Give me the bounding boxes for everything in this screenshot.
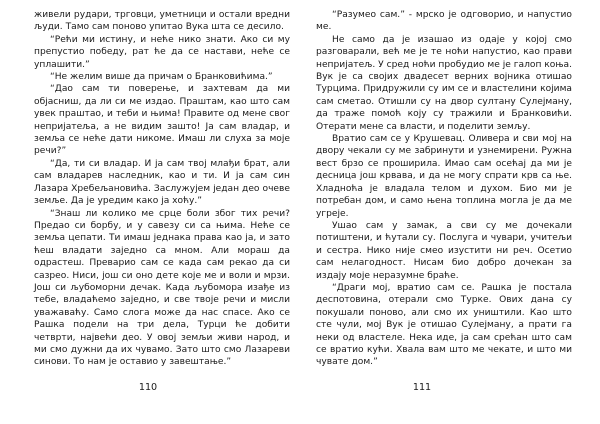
paragraph: “Знаш ли колико ме срце боли због тих речи? Предао си борбу, и у савезу си са њима. Неће се земља цепати. Ти имаш једнака права као ја, и зато ћеш владати заједно са мном. Али мораш да одрастеш. Преварио сам се када сам рекао да си сазрео. Ниси, још си оно дете које ме и воли и мрзи. Још си љубоморни дечак. Када љубомора изађе из тебе, владаћемо заједно, и све твоје речи и мисли уважаваћу. Само слога може да нас спасе. Ако се Рашка подели на три дела, Турци ће добити четврти, највећи део. У овој земљи живи народ, и ми смо дужни да их чувамо. Зато што смо Лазареви синови. То нам је оставио у завештање.” bbox=[34, 208, 290, 368]
page-number-right: 111 bbox=[412, 382, 432, 393]
left-page-text bbox=[34, 9, 290, 369]
paragraph: Ушао сам у замак, а сви су ме дочекали потиштени, и ћутали су. Послуга и чувари, учитељи и сестра. Нико није смео изустити ни реч. Осетио сам нелагодност. Нисам био добро дочекан за издају моје неразумне браће. bbox=[316, 220, 572, 281]
paragraph: “Не желим више да причам о Бранковићима.” bbox=[50, 72, 273, 83]
paragraph: “Дао сам ти поверење, и захтевам да ми објасниш, да ли си ме издао. Праштам, као што сам увек праштао, и теби и њима! Правите од мене свог непријатеља, а не видим зашто! Ја сам владар, и земља се неће дати никоме. Имаш ли слуха за моје речи?” bbox=[34, 84, 290, 157]
paragraph: живели рудари, трговци, уметници и остали вредни људи. Тамо сам поново упитао Вука шта се десило. bbox=[34, 10, 290, 33]
paragraph: Вратио сам се у Крушевац. Оливера и сви мој на двору чекали су ме забринути и узнемирени. Ружна вест брзо се проширила. Имао сам осећај да ми је десница још крвава, и да не могу спрати крв са ње. Хладноћа је владала телом и духом. Био ми је потребан дом, и само њена топлина могла је да ме угреје. bbox=[316, 134, 572, 219]
paragraph: “Да, ти си владар. И ја сам твој млађи брат, али сам владарев наследник, као и ти. И ја сам син Лазара Хребељановића. Заслужујем један део очеве земље. Да је уредим како ја хоћу.” bbox=[34, 158, 290, 207]
paragraph: “Драги мој, вратио сам се. Рашка је постала деспотовина, отерали смо Турке. Ових дана су покушали поново, али смо их уништили. Као што сте чули, мој Вук је отишао Сулејману, а прати га неки од властеле. Нека иде, ја сам срећан што сам се вратио кући. Хвала вам што ме чекате, и што ми чувате дом.” bbox=[316, 282, 572, 368]
paragraph: Не само да је изашао из одаје у којој смо разговарали, већ ме је те ноћи напустио, као прави непријатељ. У сред ноћи пробудио ме је галоп коња. Вук је са својих двадесет верних војника отишао Турцима. Придружили су им се и властелини којима сам сметао. Отишли су на двор султану Сулејману, да траже помоћ коју су тражили и Бранковићи. Отерати мене са власти, и поделити земљу. bbox=[316, 34, 572, 132]
paragraph: “Рећи ми истину, и неће нико знати. Ако си му препустио победу, рат ће да се настави, неће се уплашити.” bbox=[34, 34, 290, 70]
paragraph: “Разумео сам.” - мрско је одговорио, и напустио ме. bbox=[316, 10, 572, 33]
page-number-left: 110 bbox=[138, 382, 158, 393]
right-page-text bbox=[316, 9, 572, 369]
